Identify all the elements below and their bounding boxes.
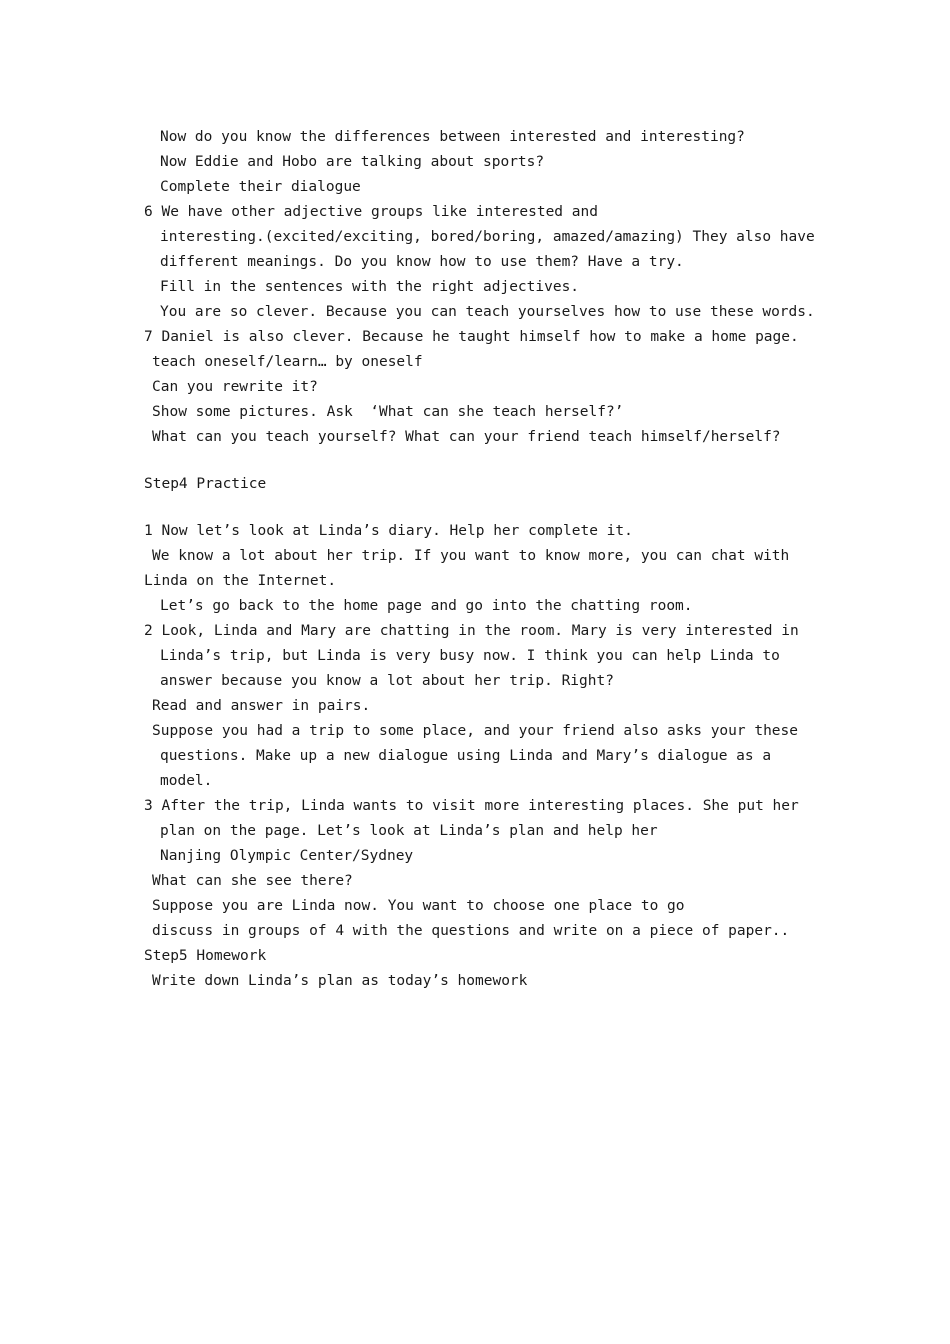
text-line: Write down Linda’s plan as today’s homework	[152, 973, 528, 989]
text-line: Complete their dialogue	[160, 179, 361, 195]
text-line: Now Eddie and Hobo are talking about sports?	[160, 154, 545, 170]
section-heading: Step5 Homework	[144, 948, 267, 964]
text-line: Show some pictures. Ask ‘What can she teach herself?’	[152, 404, 624, 420]
text-line: Can you rewrite it?	[152, 379, 318, 395]
text-line: What can you teach yourself? What can your friend teach himself/herself?	[152, 429, 781, 445]
text-line: 6 We have other adjective groups like interested and	[144, 204, 598, 220]
text-line: Fill in the sentences with the right adjectives.	[160, 279, 580, 295]
text-line: questions. Make up a new dialogue using Linda and Mary’s dialogue as a	[160, 748, 772, 764]
text-line: We know a lot about her trip. If you want to know more, you can chat with	[152, 548, 790, 564]
text-line: answer because you know a lot about her trip. Right?	[160, 673, 614, 689]
text-line: 3 After the trip, Linda wants to visit more interesting places. She put her	[144, 798, 799, 814]
text-line: 7 Daniel is also clever. Because he taught himself how to make a home page.	[144, 329, 799, 345]
text-line: different meanings. Do you know how to use them? Have a try.	[160, 254, 684, 270]
text-line: What can she see there?	[152, 873, 353, 889]
text-line: Linda’s trip, but Linda is very busy now. I think you can help Linda to	[160, 648, 780, 664]
text-line: interesting.(excited/exciting, bored/boring, amazed/amazing) They also have	[160, 229, 815, 245]
text-line: Suppose you had a trip to some place, and your friend also asks your these	[152, 723, 799, 739]
text-line: 1 Now let’s look at Linda’s diary. Help her complete it.	[144, 523, 633, 539]
text-line: Now do you know the differences between interested and interesting?	[160, 129, 745, 145]
text-line: plan on the page. Let’s look at Linda’s plan and help her	[160, 823, 658, 839]
text-line: You are so clever. Because you can teach yourselves how to use these words.	[160, 304, 815, 320]
text-line: discuss in groups of 4 with the questions and write on a piece of paper..	[152, 923, 790, 939]
text-line: teach oneself/learn… by oneself	[152, 354, 423, 370]
text-line: 2 Look, Linda and Mary are chatting in the room. Mary is very interested in	[144, 623, 799, 639]
text-line: Read and answer in pairs.	[152, 698, 371, 714]
text-line: Suppose you are Linda now. You want to choose one place to go	[152, 898, 685, 914]
text-line: Linda on the Internet.	[144, 573, 337, 589]
text-line: Nanjing Olympic Center/Sydney	[160, 848, 414, 864]
section-heading: Step4 Practice	[144, 476, 267, 492]
text-line: Let’s go back to the home page and go into the chatting room.	[160, 598, 693, 614]
text-line: model.	[160, 773, 213, 789]
